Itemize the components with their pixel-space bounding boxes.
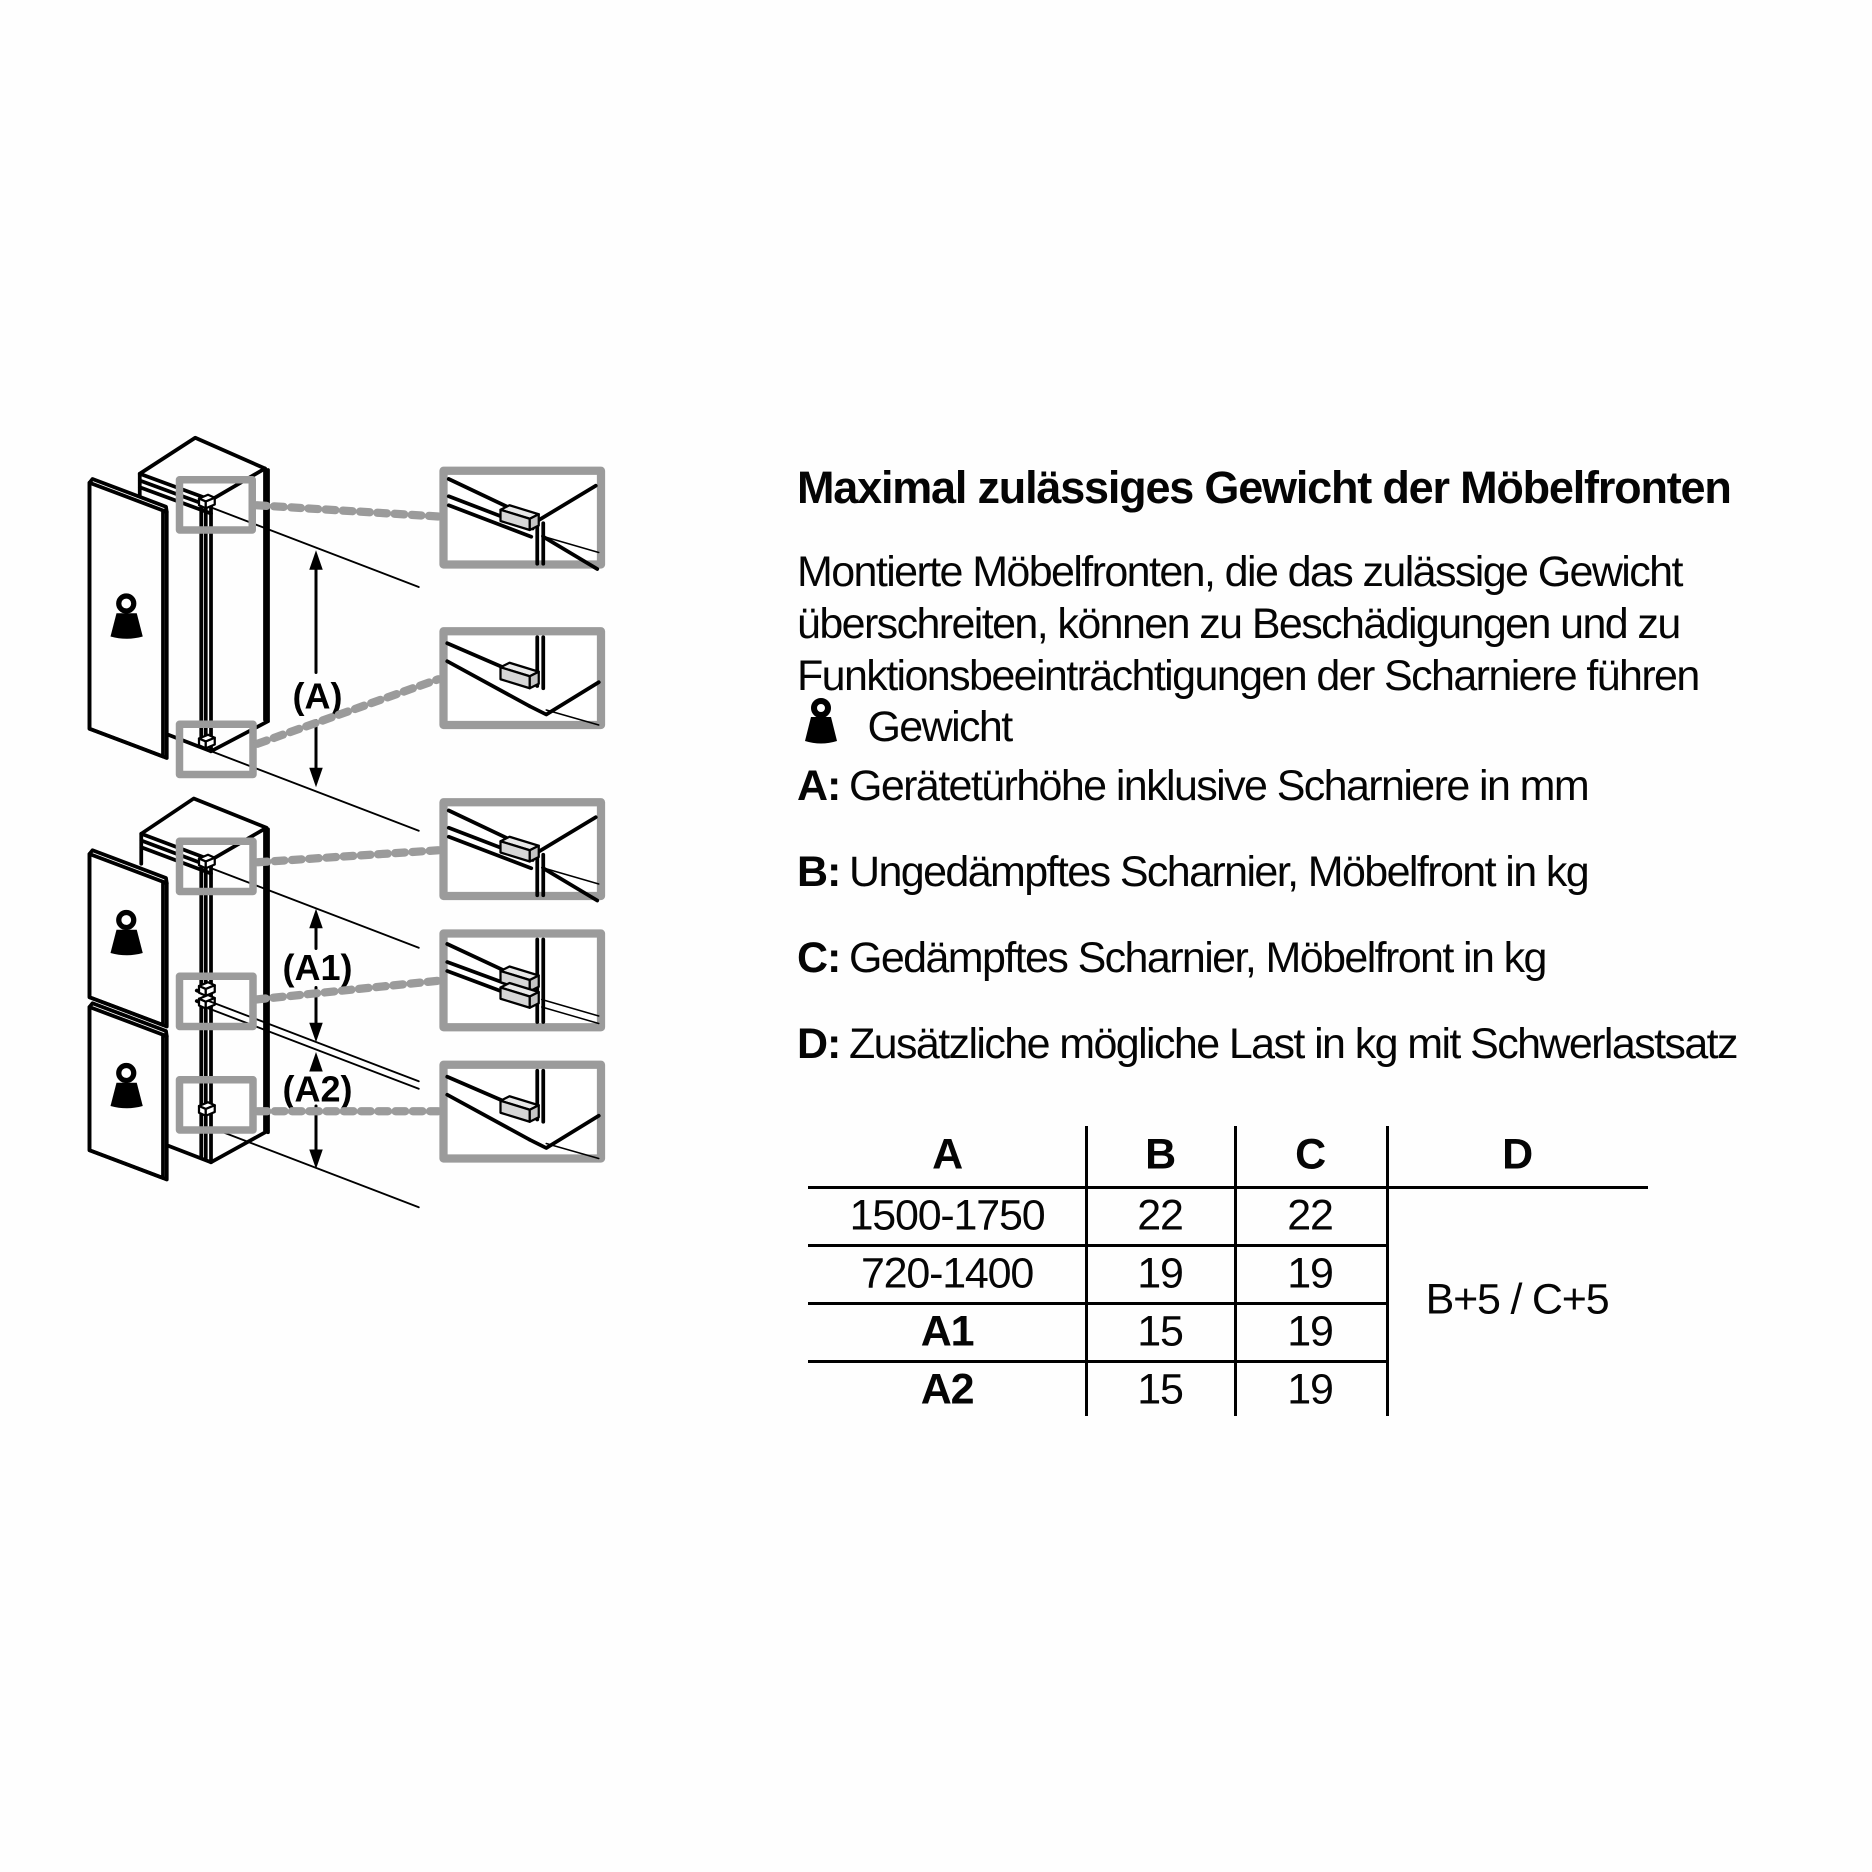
callout-connector2-top: [258, 850, 439, 862]
cell-r4-c: 19: [1287, 1365, 1333, 1414]
cell-r4-a: A2: [920, 1365, 974, 1414]
legend-text-d: Zusätzliche mögliche Last in kg mit Schwerlastsatz: [849, 1020, 1737, 1068]
arrow-up-icon: [309, 550, 323, 570]
cell-r2-c: 19: [1287, 1249, 1333, 1298]
legend-key-b: B:: [797, 848, 841, 896]
callout-connector-bottom: [258, 679, 439, 744]
dimension-a1-a2: [209, 869, 419, 1207]
hinge-highlight2-bottom: [180, 1080, 254, 1130]
dimension-a: [213, 508, 419, 831]
cell-r2-a: 720-1400: [860, 1249, 1034, 1298]
legend-row-d: [797, 1018, 1737, 1070]
cabinet-door-edge: [201, 502, 206, 747]
callout-connector-top: [257, 505, 439, 516]
hinge-nub-bottom: [199, 735, 215, 749]
table-line-vertical-1: [1085, 1126, 1088, 1416]
dim-label-a: (A): [292, 675, 343, 717]
legend-row-c: [797, 932, 1546, 984]
intro-line-3: Funktionsbeeinträchtigungen der Scharniere führen: [797, 652, 1699, 700]
col-header-d: D: [1502, 1130, 1532, 1179]
hinge-nub-top: [199, 495, 215, 509]
legend-key-a: A:: [797, 762, 841, 810]
arrow-down-icon: [309, 768, 323, 788]
table-line-vertical-3: [1386, 1126, 1389, 1416]
page-title: Maximal zulässiges Gewicht der Möbelfronten: [797, 462, 1731, 513]
legend-key-c: C:: [797, 934, 841, 982]
table-line-row-2: [808, 1302, 1386, 1305]
hinge-detail2-mid: [444, 934, 602, 1028]
arrow-up-icon: [309, 909, 323, 929]
hinge-detail2-bottom: [444, 1065, 602, 1159]
intro-line-2: überschreiten, können zu Beschädigungen und zu: [797, 600, 1680, 648]
table-line-row-1: [808, 1244, 1386, 1247]
legend-weight-label: Gewicht: [867, 703, 1012, 751]
legend-key-d: D:: [797, 1020, 841, 1068]
legend-row-b: [797, 846, 1588, 898]
installation-diagram: [0, 380, 710, 1520]
cell-r1-b: 22: [1137, 1191, 1183, 1240]
legend-row-a: [797, 760, 1588, 812]
dim-label-a1: (A1): [282, 947, 353, 989]
col-header-c: C: [1295, 1130, 1325, 1179]
hinge-detail-top: [444, 471, 602, 569]
cell-r3-a: A1: [920, 1307, 974, 1356]
legend-text-c: Gedämpftes Scharnier, Möbelfront in kg: [849, 934, 1546, 982]
intro-line-1: Montierte Möbelfronten, die das zulässige Gewicht: [797, 548, 1682, 596]
legend-text-a: Gerätetürhöhe inklusive Scharniere in mm: [849, 762, 1589, 810]
table-line-row-3: [808, 1360, 1386, 1363]
cabinet-top-face: [140, 438, 265, 500]
col-header-a: A: [932, 1130, 962, 1179]
cell-r1-a: 1500-1750: [849, 1191, 1045, 1240]
cell-r3-c: 19: [1287, 1307, 1333, 1356]
cell-r4-b: 15: [1137, 1365, 1183, 1414]
cell-r3-b: 15: [1137, 1307, 1183, 1356]
cabinet2-top-face: [141, 799, 266, 861]
hinge-highlight2-mid: [180, 976, 254, 1026]
cell-r2-b: 19: [1137, 1249, 1183, 1298]
hinge-nub2-bottom: [199, 1102, 215, 1116]
dim-label-a2: (A2): [282, 1068, 353, 1110]
hinge-detail2-top: [444, 802, 602, 900]
weight-icon: [797, 695, 849, 751]
table-line-header: [808, 1186, 1648, 1189]
col-header-b: B: [1145, 1130, 1175, 1179]
cell-r1-c: 22: [1287, 1191, 1333, 1240]
table-line-vertical-2: [1234, 1126, 1237, 1416]
legend-row-weight: [797, 695, 1012, 753]
legend-text-b: Ungedämpftes Scharnier, Möbelfront in kg: [849, 848, 1589, 896]
cell-d-merged: B+5 / C+5: [1425, 1275, 1609, 1324]
hinge-detail-bottom: [444, 631, 602, 725]
hinge-nub2-top: [199, 855, 215, 869]
